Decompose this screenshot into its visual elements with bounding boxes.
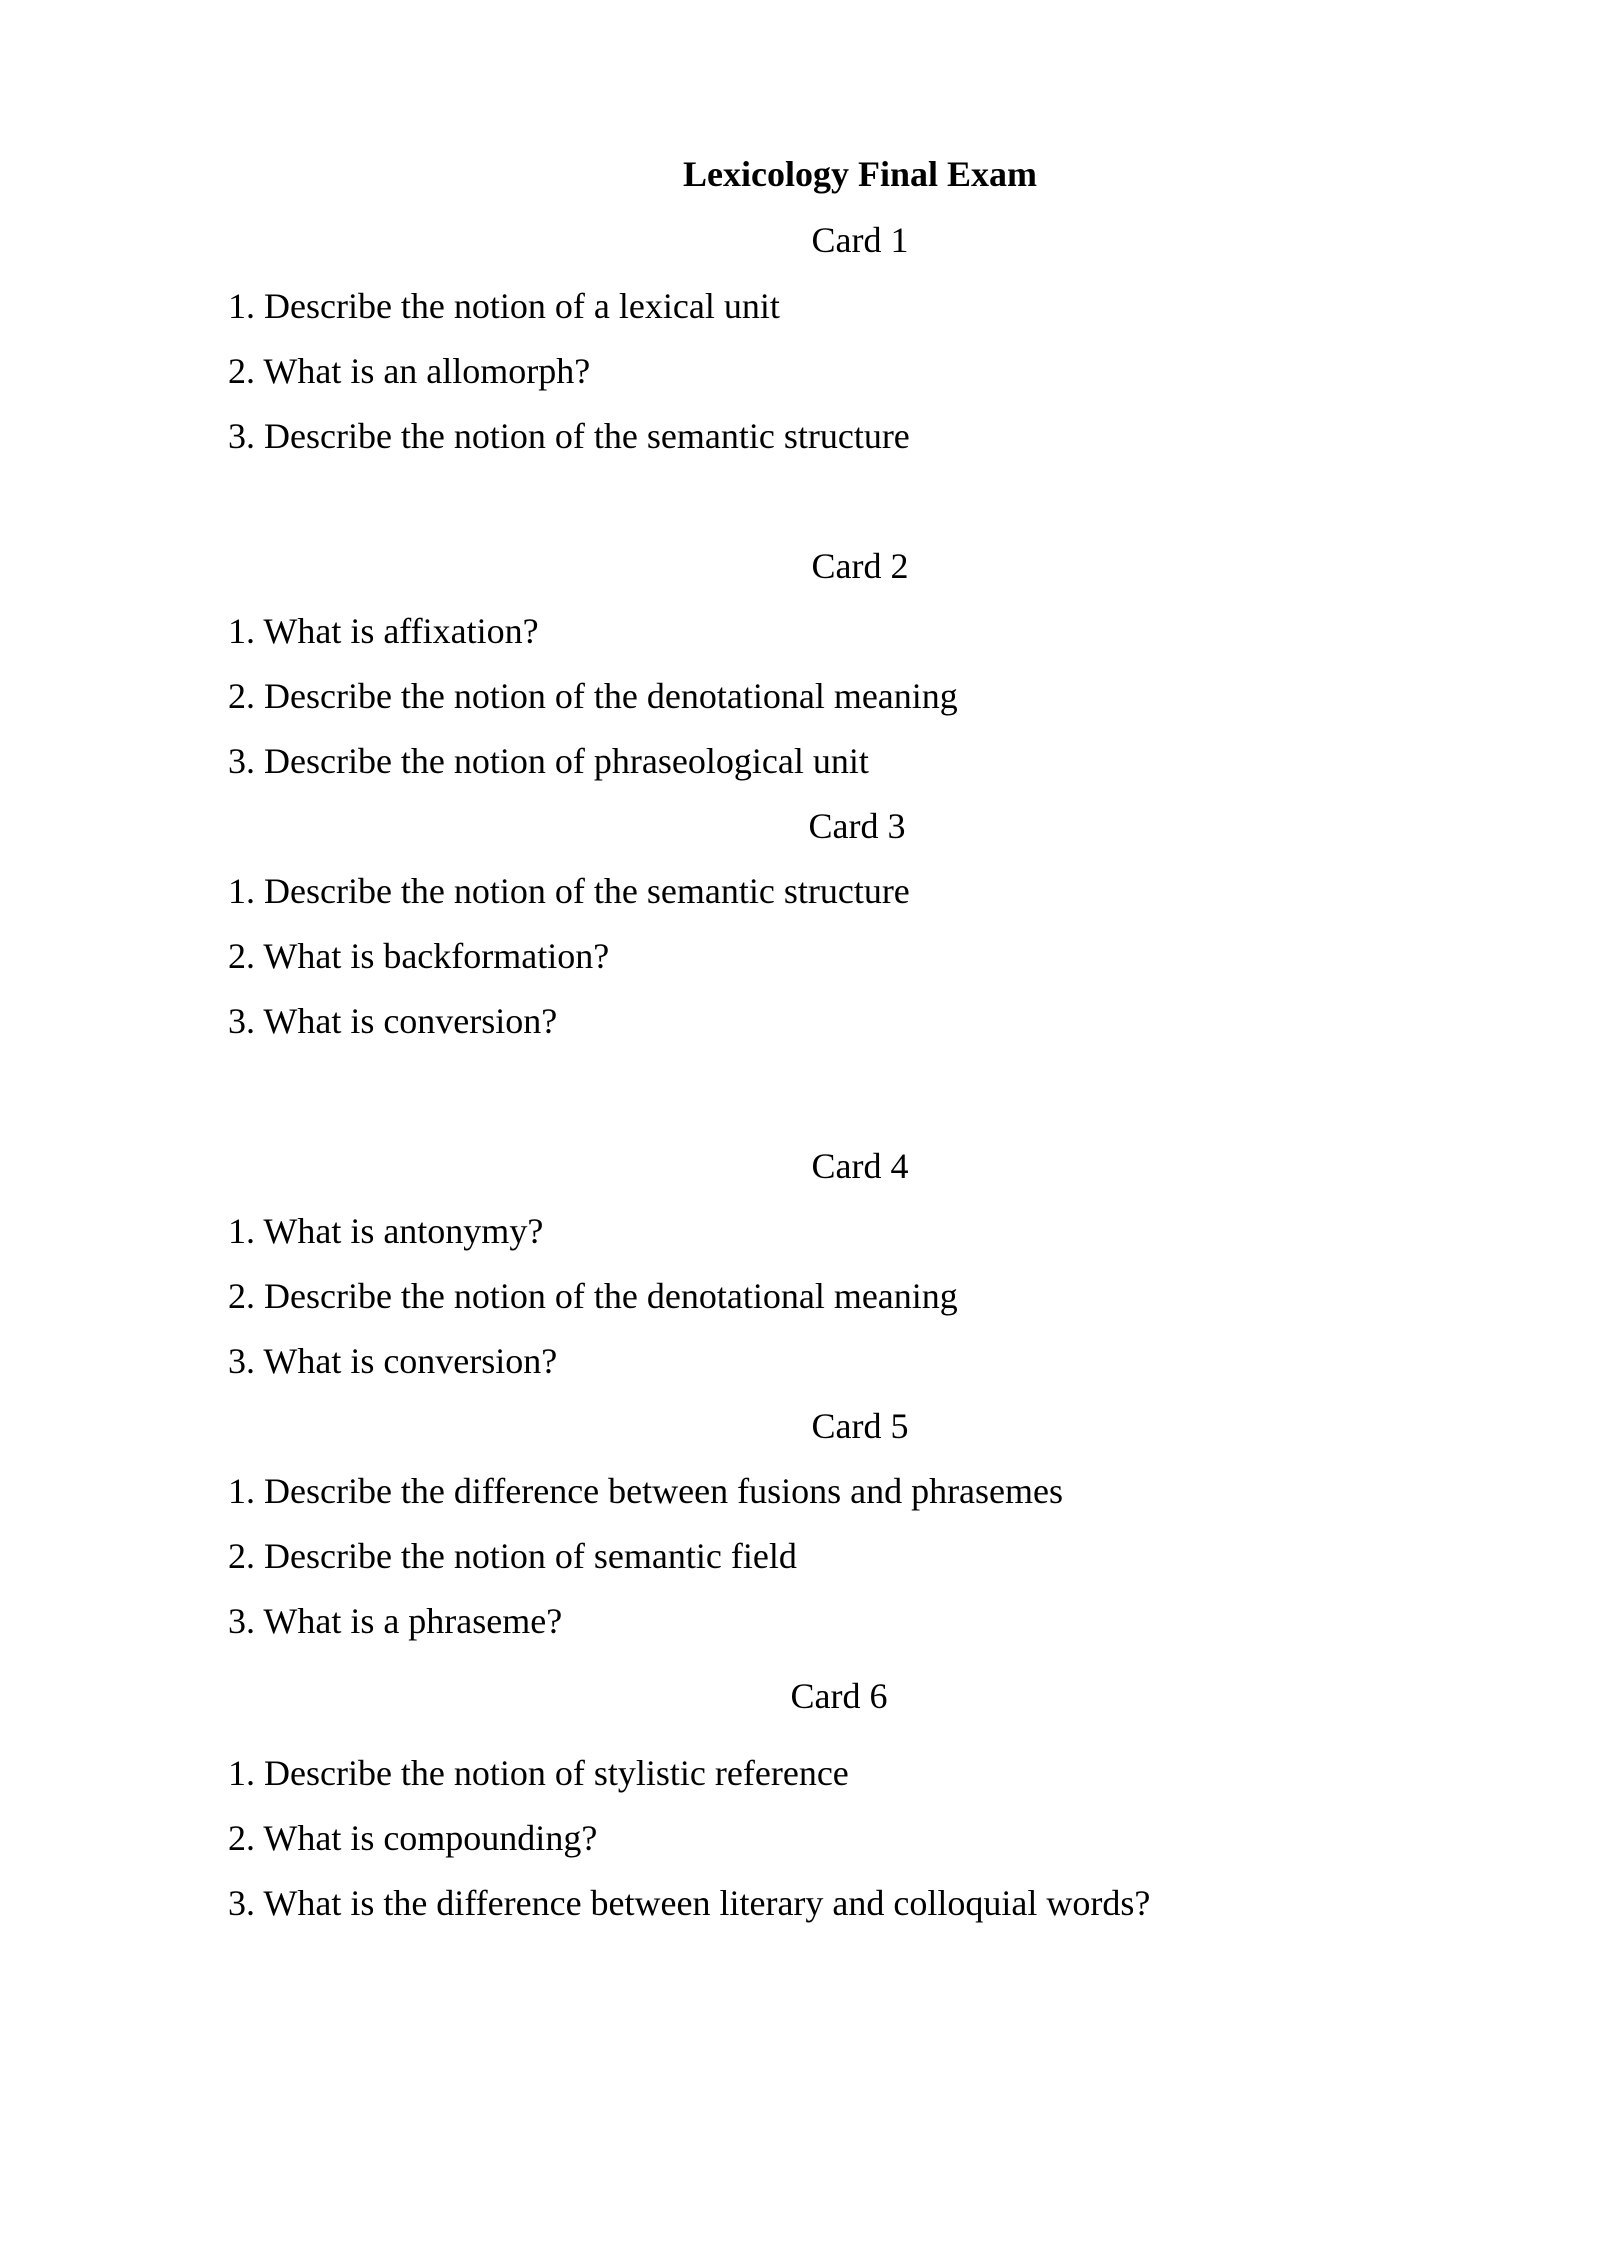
item-number: 3. [228,416,255,456]
card-3-item-3 [228,999,557,1043]
card-3-item-2 [228,934,609,978]
item-number: 2. [228,936,255,976]
item-text: What is affixation? [263,611,539,651]
item-number: 1. [228,1211,255,1251]
card-1-heading: Card 1 [811,220,909,260]
card-4-heading: Card 4 [811,1146,909,1186]
card-6-item-1 [228,1751,849,1795]
card-6-item-3 [228,1881,1150,1925]
card-5-item-1 [228,1469,1063,1513]
card-2-heading: Card 2 [811,546,909,586]
item-number: 3. [228,1601,255,1641]
card-3-item-1 [228,869,910,913]
item-text: Describe the notion of phraseological unit [264,741,869,781]
card-4-item-3 [228,1339,557,1383]
item-text: Describe the notion of a lexical unit [264,286,780,326]
card-2-item-1 [228,609,539,653]
item-number: 2. [228,1818,255,1858]
item-number: 2. [228,351,255,391]
item-text: What is compounding? [263,1818,598,1858]
item-text: What is a phraseme? [263,1601,563,1641]
card-5-heading: Card 5 [811,1406,909,1446]
item-number: 3. [228,741,255,781]
item-number: 1. [228,871,255,911]
item-text: Describe the difference between fusions and phrasemes [264,1471,1064,1511]
card-1-item-3 [228,414,910,458]
card-1-item-2 [228,349,590,393]
card-5-item-2 [228,1534,797,1578]
item-number: 1. [228,286,255,326]
card-4-item-1 [228,1209,543,1253]
card-6-item-2 [228,1816,597,1860]
card-4-item-2 [228,1274,958,1318]
card-2-item-2 [228,674,958,718]
card-1-item-1 [228,284,780,328]
item-text: What is conversion? [263,1341,558,1381]
card-2-item-3 [228,739,869,783]
item-text: What is conversion? [263,1001,558,1041]
item-text: Describe the notion of stylistic reference [264,1753,849,1793]
card-3-heading: Card 3 [808,806,906,846]
item-text: Describe the notion of the semantic structure [264,416,910,456]
card-5-item-3 [228,1599,562,1643]
item-number: 3. [228,1883,255,1923]
item-text: What is antonymy? [263,1211,544,1251]
document-title: Lexicology Final Exam [683,154,1037,194]
item-text: Describe the notion of the denotational meaning [264,676,958,716]
item-number: 2. [228,1536,255,1576]
item-number: 3. [228,1341,255,1381]
item-number: 2. [228,676,255,716]
item-text: Describe the notion of the denotational meaning [264,1276,958,1316]
card-6-heading: Card 6 [790,1676,888,1716]
item-text: Describe the notion of the semantic structure [264,871,910,911]
item-text: What is the difference between literary and colloquial words? [263,1883,1151,1923]
item-text: Describe the notion of semantic field [264,1536,797,1576]
item-number: 3. [228,1001,255,1041]
item-number: 1. [228,1753,255,1793]
item-number: 2. [228,1276,255,1316]
item-text: What is an allomorph? [263,351,591,391]
item-number: 1. [228,611,255,651]
item-number: 1. [228,1471,255,1511]
item-text: What is backformation? [263,936,610,976]
